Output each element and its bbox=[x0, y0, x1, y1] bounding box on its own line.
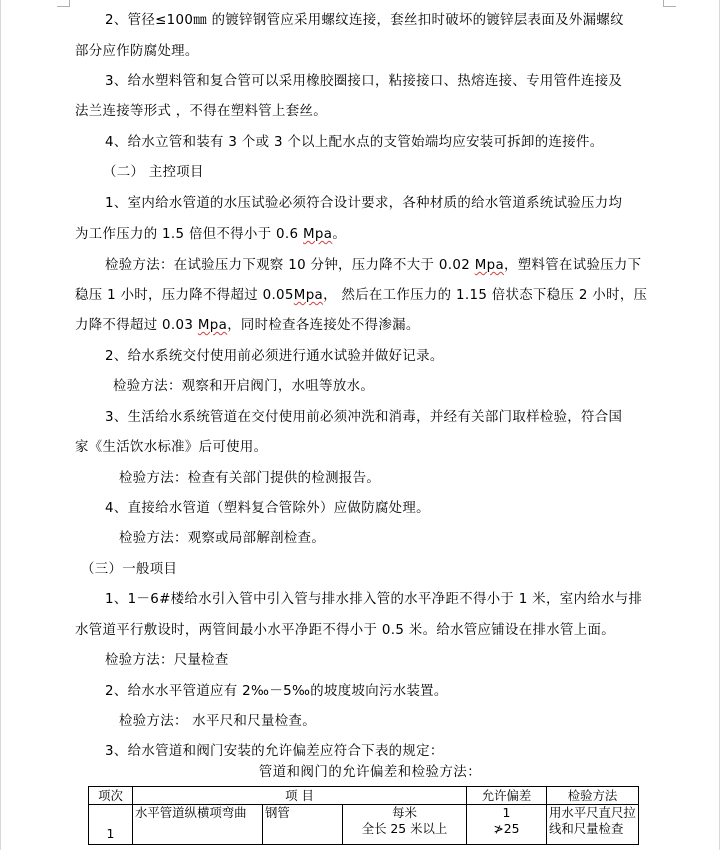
paragraph-line: 家《生活饮水标准》后可使用。 bbox=[75, 440, 268, 455]
section-heading: （三）一般项目 bbox=[81, 562, 178, 577]
cell-index: 1 bbox=[89, 805, 133, 845]
cell-method bbox=[547, 805, 639, 845]
unit-mpa: Mpa bbox=[197, 318, 228, 333]
page-corner-mark bbox=[57, 0, 70, 7]
cell-scope bbox=[343, 805, 467, 845]
text-run: ，塑料管在试验压力下 bbox=[504, 258, 642, 273]
table-row bbox=[89, 805, 639, 845]
unit-mpa: Mpa bbox=[474, 258, 504, 273]
paragraph-line: 检验方法： 水平尺和尺量检查。 bbox=[119, 714, 316, 729]
paragraph-line: 2、给水水平管道应有 2‰－5‰的坡度坡向污水装置。 bbox=[105, 684, 448, 699]
table-header-row bbox=[89, 787, 639, 805]
paragraph-line: 4、直接给水管道（塑料复合管除外）应做防腐处理。 bbox=[105, 501, 430, 516]
paragraph-line: 4、给水立管和装有 3 个或 3 个以上配水点的支管始端均应安装可拆卸的连接件。 bbox=[105, 135, 604, 150]
text-run: 检验方法：在试验压力下观察 10 分钟，压力降不大于 0.02 bbox=[105, 258, 475, 273]
text-run: 力降不得超过 0.03 bbox=[75, 318, 198, 333]
section-heading: （二） 主控项目 bbox=[103, 165, 204, 180]
cell-item: 水平管道纵横项弯曲 bbox=[133, 805, 263, 845]
paragraph-line: 1、室内给水管道的水压试验必须符合设计要求，各种材质的给水管道系统试验压力均 bbox=[105, 196, 623, 211]
text-run: ，同时检查各连接处不得渗漏。 bbox=[227, 318, 420, 333]
paragraph-line: 检验方法：观察和开启阀门，水咀等放水。 bbox=[113, 379, 375, 394]
scope-line: 全长 25 米以上 bbox=[361, 821, 448, 836]
paragraph-line: 水管道平行敷设时，两管间最小水平净距不得小于 0.5 米。给水管应铺设在排水管上面。 bbox=[75, 623, 615, 638]
paragraph-line bbox=[75, 225, 665, 245]
tolerance-line: 1 bbox=[502, 805, 511, 820]
paragraph-line bbox=[75, 316, 665, 336]
paragraph-line: 检验方法：检查有关部门提供的检测报告。 bbox=[119, 471, 381, 486]
paragraph-line: 3、生活给水系统管道在交付使用前必须冲洗和消毒，并经有关部门取样检验，符合国 bbox=[105, 410, 623, 425]
tolerance-line: ≯25 bbox=[493, 821, 520, 836]
table-caption: 管道和阀门的允许偏差和检验方法： bbox=[258, 765, 482, 780]
header-cell: 项 目 bbox=[133, 787, 467, 805]
method-line: 用水平尺直尺拉 bbox=[549, 805, 636, 820]
text-run: 为工作压力的 1.5 倍但不得小于 0.6 bbox=[75, 227, 304, 242]
paragraph-line: 检验方法：尺量检查 bbox=[105, 653, 229, 668]
header-cell: 允许偏差 bbox=[467, 787, 547, 805]
scope-line: 每米 bbox=[392, 805, 417, 820]
paragraph-line: 3、给水塑料管和复合管可以采用橡胶圈接口，粘接接口、热熔连接、专用管件连接及 bbox=[105, 74, 623, 89]
paragraph-line: 1、1－6#楼给水引入管中引入管与排水排入管的水平净距不得小于 1 米，室内给水与排 bbox=[105, 592, 643, 607]
paragraph-line: 法兰连接等形式 ，不得在塑料管上套丝。 bbox=[75, 104, 327, 119]
unit-mpa: Mpa bbox=[303, 227, 333, 242]
paragraph-line: 部分应作防腐处理。 bbox=[75, 44, 199, 59]
page-corner-mark bbox=[663, 0, 676, 7]
method-line: 线和尺量检查 bbox=[549, 821, 624, 836]
header-cell: 项次 bbox=[89, 787, 133, 805]
text-run: 稳压 1 小时，压力降不得超过 0.05 bbox=[75, 288, 294, 303]
paragraph-line: 检验方法：观察或局部解剖检查。 bbox=[119, 531, 326, 546]
cell-material: 钢管 bbox=[263, 805, 343, 845]
cell-tolerance bbox=[467, 805, 547, 845]
paragraph-line bbox=[75, 256, 695, 276]
paragraph-line: 2、给水系统交付使用前必须进行通水试验并做好记录。 bbox=[105, 349, 444, 364]
paragraph-line: 2、管径≤100㎜ 的镀锌钢管应采用螺纹连接，套丝扣时破坏的镀锌层表面及外漏螺纹 bbox=[105, 13, 624, 28]
tolerance-table bbox=[88, 786, 639, 845]
paragraph-line bbox=[75, 286, 665, 306]
unit-mpa: Mpa bbox=[293, 288, 324, 303]
text-run: ， 然后在工作压力的 1.15 倍状态下稳压 2 小时，压 bbox=[323, 288, 648, 303]
paragraph-line: 3、给水管道和阀门安装的允许偏差应符合下表的规定： bbox=[105, 744, 444, 759]
header-cell: 检验方法 bbox=[547, 787, 639, 805]
text-run: 。 bbox=[332, 227, 347, 242]
